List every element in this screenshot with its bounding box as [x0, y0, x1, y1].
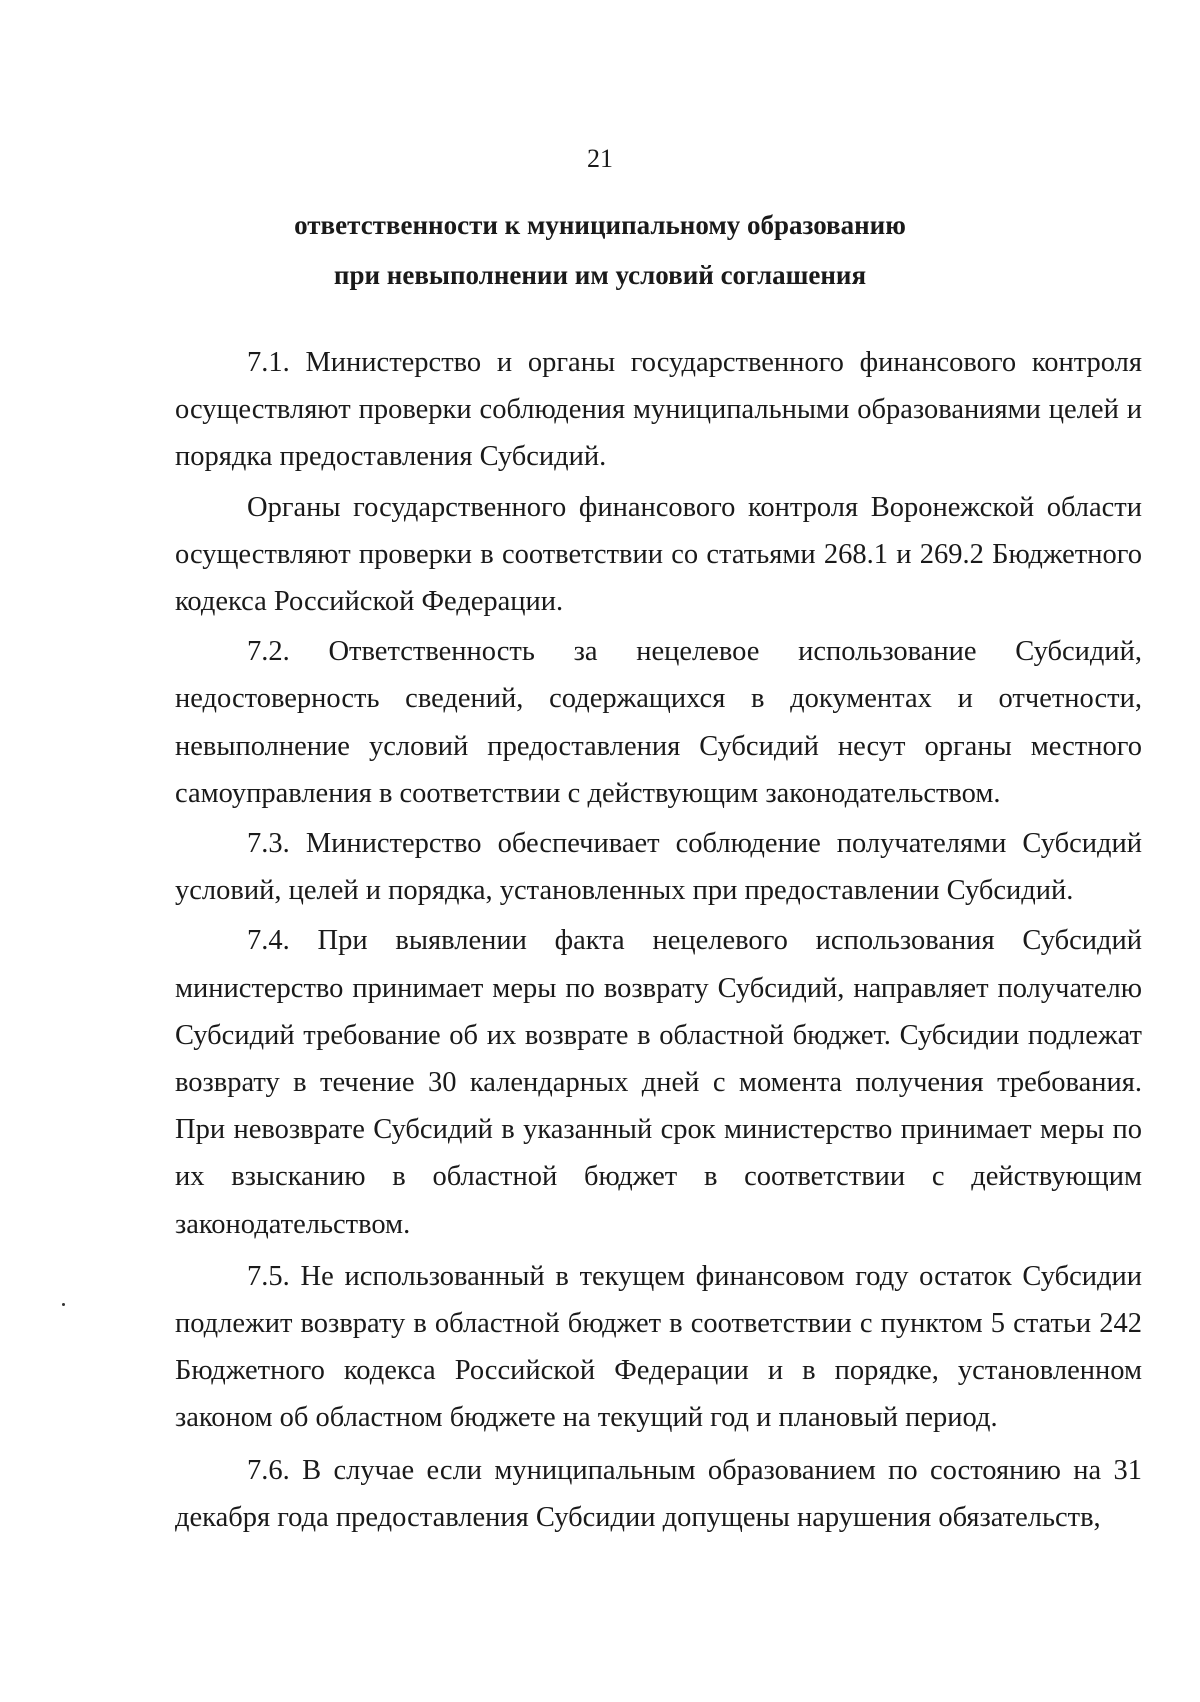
paragraph-7-6: 7.6. В случае если муниципальным образованием по состоянию на 31 декабря года предоставления Субсидии допущены нарушения обязательств,	[175, 1454, 1142, 1533]
page-number: 21	[587, 144, 613, 173]
heading-line-1: ответственности к муниципальному образованию	[294, 210, 906, 240]
section-heading	[0, 200, 1200, 300]
document-body	[175, 339, 1142, 1541]
paragraph-7-2: 7.2. Ответственность за нецелевое использование Субсидий, недостоверность сведений, содержащихся в документах и отчетности, невыполнение условий предоставления Субсидий несут органы местного самоуправления в соответствии с действующим законодательством.	[175, 636, 1142, 809]
scan-speck	[62, 1303, 65, 1306]
paragraph-7-4: 7.4. При выявлении факта нецелевого использования Субсидий министерство принимает меры по возврату Субсидий, направляет получателю Субсидий требование об их возврате в областной бюджет. Субсидии подлежат возврату в течение 30 календарных дней с момента получения требования. При невозврате Субсидий в указанный срок министерство принимает меры по их взысканию в областной бюджет в соответствии с действующим законодательством.	[175, 925, 1142, 1240]
paragraph-7-5: 7.5. Не использованный в текущем финансовом году остаток Субсидии подлежит возврату в областной бюджет в соответствии с пунктом 5 статьи 242 Бюджетного кодекса Российской Федерации и в порядке, установленном законом об областном бюджете на текущий год и плановый период.	[175, 1260, 1142, 1434]
paragraph-7-1: 7.1. Министерство и органы государственного финансового контроля осуществляют проверки соблюдения муниципальными образованиями целей и порядка предоставления Субсидий.	[175, 347, 1142, 473]
heading-line-2: при невыполнении им условий соглашения	[333, 260, 867, 290]
paragraph-7-1-continued: Органы государственного финансового контроля Воронежской области осуществляют проверки в соответствии со статьями 268.1 и 269.2 Бюджетного кодекса Российской Федерации.	[175, 491, 1142, 618]
paragraph-7-3: 7.3. Министерство обеспечивает соблюдение получателями Субсидий условий, целей и порядка, установленных при предоставлении Субсидий.	[175, 828, 1142, 907]
